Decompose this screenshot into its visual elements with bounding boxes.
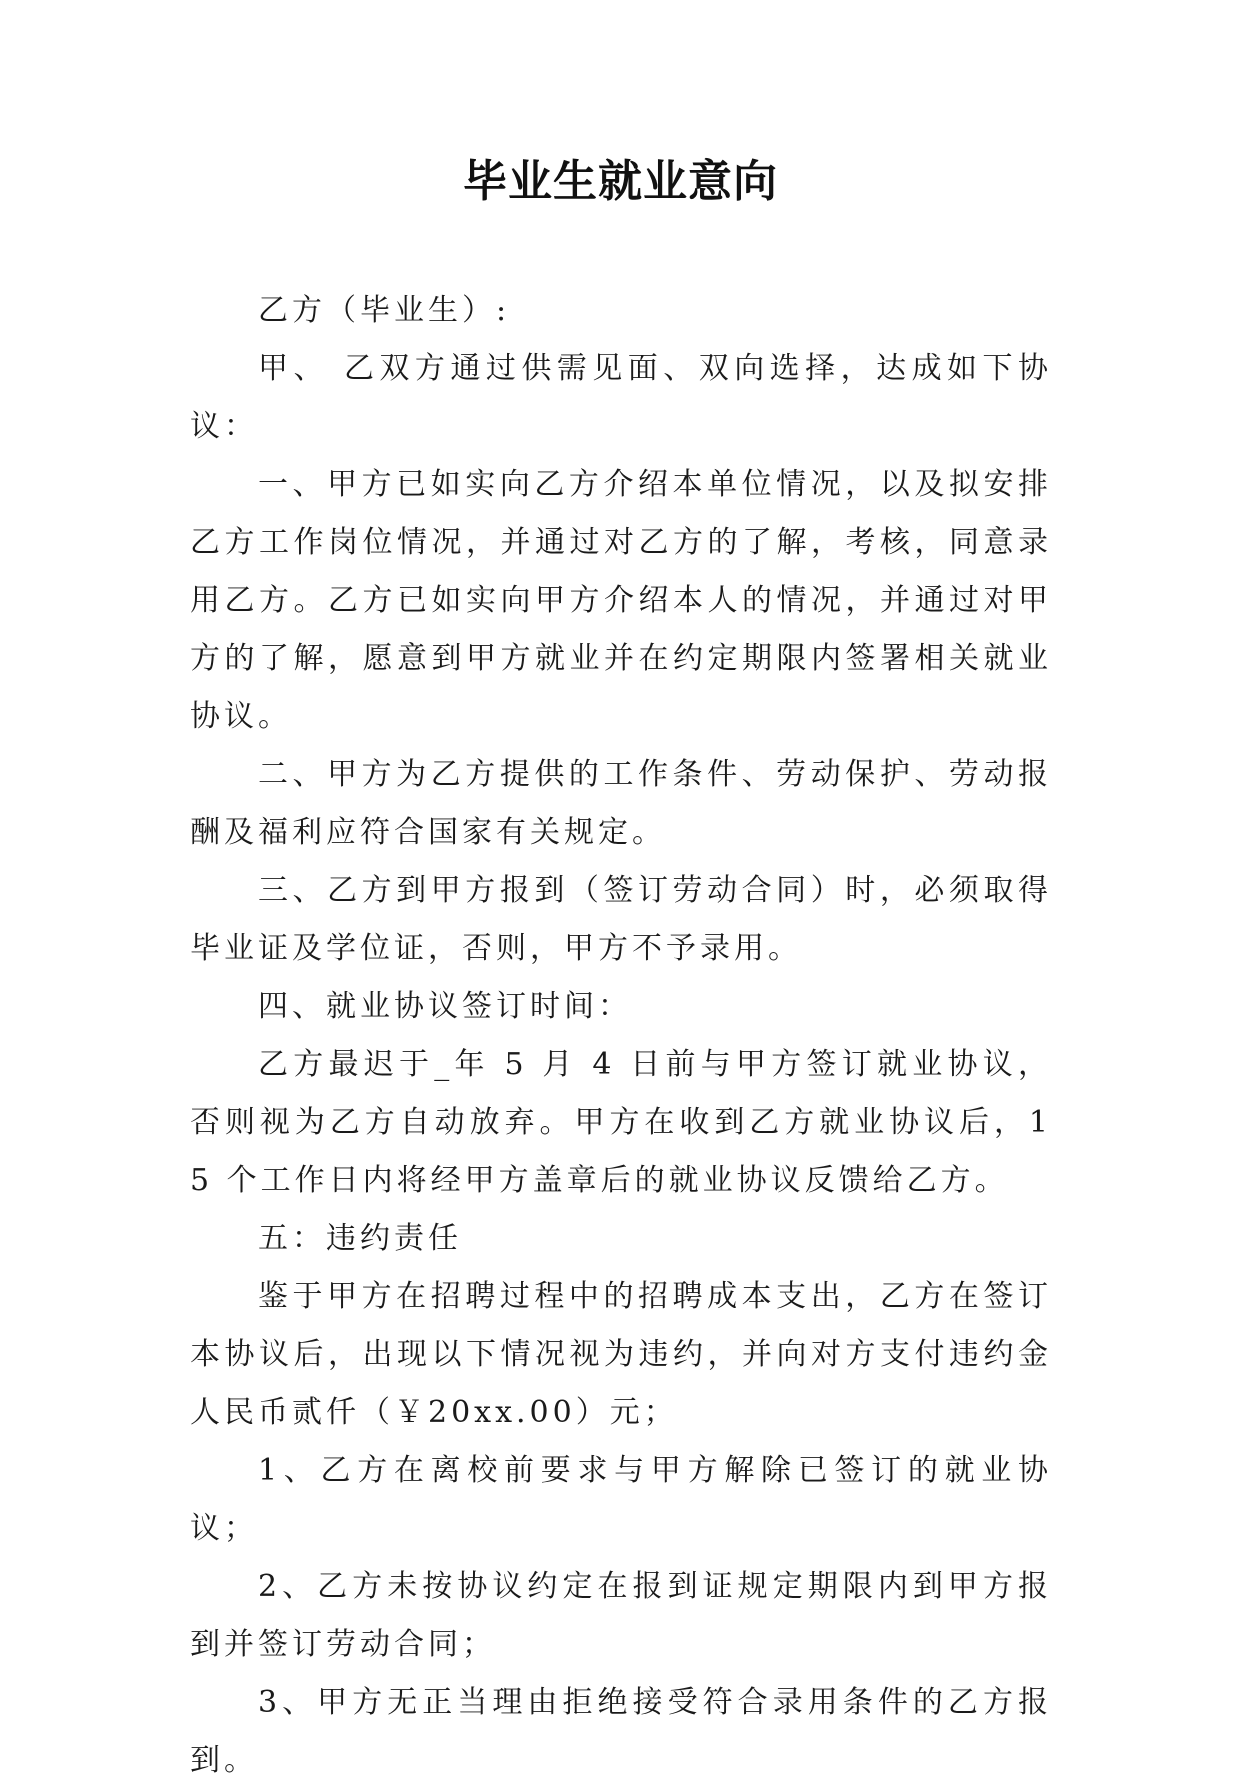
- party-b-line: 乙方（毕业生）:: [258, 293, 511, 328]
- clause-1: 一、甲方已如实向乙方介绍本单位情况，以及拟安排乙方工作岗位情况，并通过对乙方的了解，考核，同意录用乙方。乙方已如实向甲方介绍本人的情况，并通过对甲方的了解，愿意到甲方就业并在约定期限内签署相关就业协议。: [190, 467, 1052, 734]
- breach-item-3: 3、甲方无正当理由拒绝接受符合录用条件的乙方报到。: [190, 1685, 1052, 1778]
- clause-4-body: 乙方最迟于_年 5 月 4 日前与甲方签订就业协议，否则视为乙方自动放弃。甲方在收到乙方就业协议后，15 个工作日内将经甲方盖章后的就业协议反馈给乙方。: [190, 1047, 1052, 1198]
- document-body: [190, 282, 1052, 1790]
- clause-3: 三、乙方到甲方报到（签订劳动合同）时，必须取得毕业证及学位证，否则，甲方不予录用。: [190, 873, 1052, 966]
- clause-4-heading: 四、就业协议签订时间：: [258, 989, 632, 1024]
- clause-2: 二、甲方为乙方提供的工作条件、劳动保护、劳动报酬及福利应符合国家有关规定。: [190, 757, 1052, 850]
- document-title: 毕业生就业意向: [463, 156, 778, 207]
- clause-5-body: 鉴于甲方在招聘过程中的招聘成本支出，乙方在签订本协议后，出现以下情况视为违约，并向对方支付违约金人民币贰仟（￥20xx.00）元；: [190, 1279, 1052, 1430]
- breach-item-2: 2、乙方未按协议约定在报到证规定期限内到甲方报到并签订劳动合同；: [190, 1569, 1052, 1662]
- agreement-intro: 甲、 乙双方通过供需见面、双向选择，达成如下协议：: [190, 351, 1052, 444]
- breach-item-1: 1、乙方在离校前要求与甲方解除已签订的就业协议；: [190, 1453, 1052, 1546]
- clause-5-heading: 五：违约责任: [258, 1221, 462, 1256]
